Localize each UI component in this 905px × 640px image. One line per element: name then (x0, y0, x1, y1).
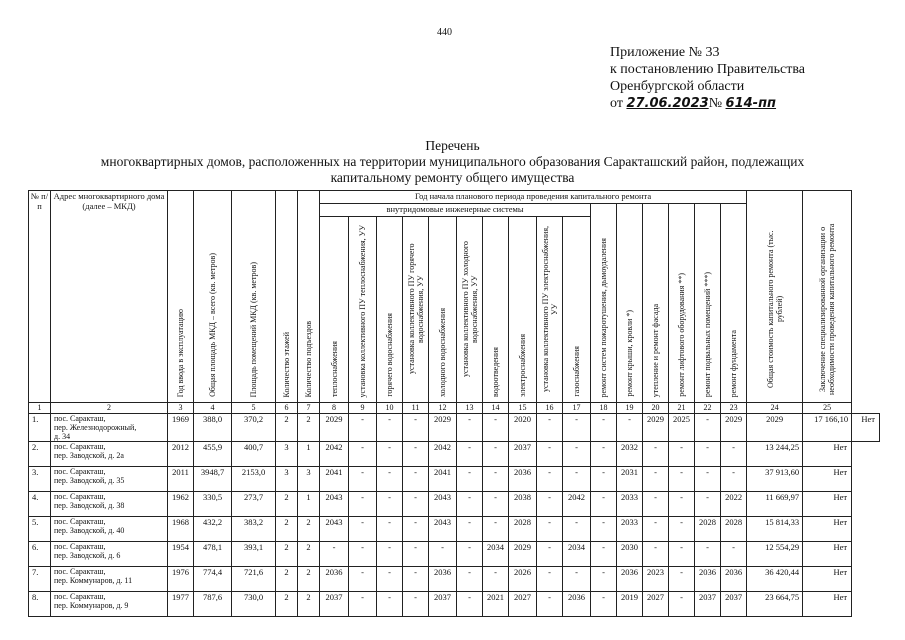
table-row (29, 542, 880, 567)
table-cell: 2029 (721, 414, 747, 442)
table-cell: 2025 (669, 414, 695, 442)
table-cell: 2 (298, 414, 320, 442)
table-cell: Нет (803, 542, 852, 567)
table-cell: 2028 (721, 517, 747, 542)
header-drainage: водоотведения (483, 217, 509, 403)
table-cell: - (721, 542, 747, 567)
table-cell: - (403, 467, 429, 492)
table-cell: 2037 (695, 592, 721, 617)
address-cell (51, 517, 168, 542)
table-cell: 2033 (617, 492, 643, 517)
table-cell: 13 244,25 (747, 442, 803, 467)
table-cell: 2036 (563, 592, 591, 617)
table-cell: - (643, 517, 669, 542)
table-cell: - (377, 442, 403, 467)
address-cell (51, 592, 168, 617)
table-cell: 2021 (483, 592, 509, 617)
table-cell: - (403, 567, 429, 592)
column-number: 11 (403, 403, 429, 414)
row-number: 3. (29, 467, 51, 492)
table-cell: - (457, 467, 483, 492)
table-cell: 3948,7 (194, 467, 232, 492)
address-line: пер. Заводской, д. 40 (54, 526, 125, 535)
table-cell: 2 (298, 567, 320, 592)
table-cell: - (537, 517, 563, 542)
table-cell: 2036 (509, 467, 537, 492)
table-cell: 2029 (643, 414, 669, 442)
table-cell: - (669, 492, 695, 517)
table-cell: - (377, 542, 403, 567)
table-cell: 2043 (429, 517, 457, 542)
table-cell: - (643, 442, 669, 467)
table-cell: 2 (276, 517, 298, 542)
table-cell: 2153,0 (232, 467, 276, 492)
row-number: 8. (29, 592, 51, 617)
row-number: 7. (29, 567, 51, 592)
table-cell: - (721, 442, 747, 467)
table-cell: - (669, 567, 695, 592)
address-cell (51, 567, 168, 592)
table-cell: 273,7 (232, 492, 276, 517)
header-premises-area: Площадь помещений МКД (кв. метров) (232, 191, 276, 403)
address-line: пер. Железнодорожный, (54, 423, 137, 432)
appendix-number: 614-пп (725, 96, 777, 111)
table-cell: 774,4 (194, 567, 232, 592)
row-number: 6. (29, 542, 51, 567)
table-cell: - (695, 442, 721, 467)
table-cell: 330,5 (194, 492, 232, 517)
title-line-1: Перечень (425, 138, 480, 153)
table-cell: - (403, 414, 429, 442)
document-title (0, 138, 905, 186)
table-cell: - (457, 414, 483, 442)
table-cell: 1 (298, 492, 320, 517)
table-cell: - (537, 442, 563, 467)
title-line-3: капитальному ремонту общего имущества (330, 170, 575, 185)
table-row (29, 442, 880, 467)
table-cell: - (457, 442, 483, 467)
table-cell: - (429, 542, 457, 567)
table-row (29, 517, 880, 542)
table-cell: 2042 (320, 442, 349, 467)
address-line: пос. Саракташ, (54, 414, 106, 423)
table-cell: - (591, 567, 617, 592)
header-engineering-group: внутридомовые инженерные системы (320, 204, 591, 217)
table-cell: - (563, 467, 591, 492)
header-electricity: электроснабжения (509, 217, 537, 403)
table-cell: - (457, 492, 483, 517)
address-line: пос. Саракташ, (54, 442, 106, 451)
row-number: 1. (29, 414, 51, 442)
table-cell: - (377, 414, 403, 442)
row-number: 5. (29, 517, 51, 542)
column-number: 20 (643, 403, 669, 414)
table-cell: 1 (298, 442, 320, 467)
title-line-2: многоквартирных домов, расположенных на территории муниципального образования Саракташский район, подлежащих (100, 154, 805, 169)
address-line: пос. Саракташ, (54, 592, 106, 601)
table-cell: 3 (298, 467, 320, 492)
table-cell: 2041 (429, 467, 457, 492)
table-cell: 393,1 (232, 542, 276, 567)
table-cell: 23 664,75 (747, 592, 803, 617)
table-cell: 2036 (721, 567, 747, 592)
table-cell: - (537, 467, 563, 492)
table-cell: - (457, 517, 483, 542)
header-electricity-meter: установка коллективного ПУ электроснабжения, УУ (537, 217, 563, 403)
table-cell: - (695, 542, 721, 567)
table-cell: 2029 (429, 414, 457, 442)
table-cell: - (591, 492, 617, 517)
table-cell: 15 814,33 (747, 517, 803, 542)
table-cell: - (669, 542, 695, 567)
table-cell: - (643, 542, 669, 567)
table-cell: 2028 (695, 517, 721, 542)
table-cell: - (617, 414, 643, 442)
table-cell: 2012 (168, 442, 194, 467)
table-cell: 2029 (747, 414, 803, 442)
table-cell: - (457, 542, 483, 567)
table-cell: - (695, 414, 721, 442)
header-cold-water-meter: установка коллективного ПУ холодного водоснабжения, УУ (457, 217, 483, 403)
appendix-date: 27.06.2023 (626, 96, 709, 111)
table-cell: 432,2 (194, 517, 232, 542)
address-line: пос. Саракташ, (54, 492, 106, 501)
table-cell: 12 554,29 (747, 542, 803, 567)
header-cold-water: холодного водоснабжения (429, 217, 457, 403)
table-cell: 2038 (509, 492, 537, 517)
table-cell: 2037 (721, 592, 747, 617)
table-cell: - (591, 542, 617, 567)
table-cell: 2036 (695, 567, 721, 592)
table-cell: 1954 (168, 542, 194, 567)
header-floors: Количество этажей (276, 191, 298, 403)
column-number: 14 (483, 403, 509, 414)
table-cell: - (591, 442, 617, 467)
address-line: пер. Заводской, д. 35 (54, 476, 125, 485)
table-cell: 2023 (643, 567, 669, 592)
table-cell: - (591, 414, 617, 442)
header-hot-water: горячего водоснабжения (377, 217, 403, 403)
table-cell: - (349, 467, 377, 492)
table-cell: 1969 (168, 414, 194, 442)
table-cell: - (403, 492, 429, 517)
column-number: 17 (563, 403, 591, 414)
address-cell (51, 442, 168, 467)
table-cell: 1962 (168, 492, 194, 517)
column-number: 6 (276, 403, 298, 414)
table-body (29, 403, 880, 617)
table-cell: 2034 (483, 542, 509, 567)
table-row (29, 467, 880, 492)
table-cell: 2041 (320, 467, 349, 492)
table-cell: - (563, 517, 591, 542)
header-gas: газоснабжения (563, 217, 591, 403)
table-cell: 1976 (168, 567, 194, 592)
table-cell: 455,9 (194, 442, 232, 467)
table-cell: 2 (298, 592, 320, 617)
table-cell: - (591, 517, 617, 542)
column-number: 15 (509, 403, 537, 414)
column-number: 25 (803, 403, 852, 414)
table-cell: - (320, 542, 349, 567)
table-cell: - (669, 517, 695, 542)
table-cell: 2036 (617, 567, 643, 592)
appendix-line-2: к постановлению Правительства (610, 62, 806, 77)
table-cell: - (695, 492, 721, 517)
table-cell: 2020 (509, 414, 537, 442)
table-cell: 2 (276, 542, 298, 567)
table-cell: 2043 (320, 492, 349, 517)
column-number-row (29, 403, 880, 414)
table-cell: 2 (276, 567, 298, 592)
header-elevator: ремонт лифтового оборудования **) (669, 204, 695, 403)
appendix-date-prefix: от (610, 96, 623, 111)
column-number: 23 (721, 403, 747, 414)
table-cell: 36 420,44 (747, 567, 803, 592)
table-cell: 2036 (320, 567, 349, 592)
table-cell: 2022 (721, 492, 747, 517)
table-cell: 2034 (563, 542, 591, 567)
table-cell: Нет (803, 442, 852, 467)
column-number: 7 (298, 403, 320, 414)
table-row (29, 414, 880, 442)
table-cell: - (483, 414, 509, 442)
table-cell: - (403, 542, 429, 567)
column-number: 10 (377, 403, 403, 414)
table-row (29, 592, 880, 617)
address-line: пер. Заводской, д. 6 (54, 551, 121, 560)
table-cell: 2 (276, 492, 298, 517)
address-line: пос. Саракташ, (54, 467, 106, 476)
table-cell: 11 669,97 (747, 492, 803, 517)
table-cell: 2027 (509, 592, 537, 617)
table-cell: - (377, 592, 403, 617)
header-heating-meter: установка коллективного ПУ теплоснабжения, УУ (349, 217, 377, 403)
table-cell: 2030 (617, 542, 643, 567)
table-cell: 478,1 (194, 542, 232, 567)
table-cell: 3 (276, 442, 298, 467)
table-cell: - (349, 517, 377, 542)
table-cell: 2 (298, 517, 320, 542)
header-conclusion: Заключение специализированной организации о необходимости проведения капитального ремонта (803, 191, 852, 403)
table-cell: Нет (803, 592, 852, 617)
column-number: 1 (29, 403, 51, 414)
column-number: 12 (429, 403, 457, 414)
table-cell: Нет (803, 467, 852, 492)
address-line: пос. Саракташ, (54, 567, 106, 576)
table-cell: 2042 (563, 492, 591, 517)
table-cell: - (563, 414, 591, 442)
column-number: 24 (747, 403, 803, 414)
table-cell: - (349, 542, 377, 567)
table-cell: 1968 (168, 517, 194, 542)
address-line: пер. Коммунаров, д. 9 (54, 601, 129, 610)
row-number: 2. (29, 442, 51, 467)
table-cell: 2 (276, 414, 298, 442)
table-cell: - (403, 442, 429, 467)
appendix-number-sign: № (708, 96, 723, 111)
column-number: 5 (232, 403, 276, 414)
address-cell (51, 492, 168, 517)
table-cell: - (349, 414, 377, 442)
table-cell: - (591, 467, 617, 492)
address-line: пос. Саракташ, (54, 542, 106, 551)
table-cell: - (483, 567, 509, 592)
table-cell: 2037 (320, 592, 349, 617)
row-number: 4. (29, 492, 51, 517)
table-cell: - (457, 567, 483, 592)
table-cell: - (591, 592, 617, 617)
table-cell: - (537, 592, 563, 617)
appendix-line-3: Оренбургской области (610, 79, 745, 94)
header-foundation: ремонт фундамента (721, 204, 747, 403)
header-year-commission: Год ввода в эксплуатацию (168, 191, 194, 403)
table-cell: 2027 (643, 592, 669, 617)
table-cell: 2029 (320, 414, 349, 442)
appendix-block (610, 44, 805, 112)
table-row (29, 567, 880, 592)
header-num: № п/п (29, 191, 51, 403)
table-cell: - (377, 517, 403, 542)
table-cell: 2026 (509, 567, 537, 592)
table-cell: 787,6 (194, 592, 232, 617)
table-row (29, 492, 880, 517)
table-cell: - (483, 442, 509, 467)
appendix-line-1: Приложение № 33 (610, 45, 720, 60)
table-cell: 730,0 (232, 592, 276, 617)
table-cell: 721,6 (232, 567, 276, 592)
table-cell: 17 166,10 (803, 414, 852, 442)
table-cell: 2029 (509, 542, 537, 567)
table-cell: 2 (298, 542, 320, 567)
table-cell: - (537, 567, 563, 592)
table-cell: 3 (276, 467, 298, 492)
header-planned-year-group: Год начала планового периода проведения капитального ремонта (320, 191, 747, 204)
column-number: 4 (194, 403, 232, 414)
table-cell: - (483, 492, 509, 517)
header-address: Адрес многоквартирного дома (далее – МКД) (51, 191, 168, 403)
table-cell: 388,0 (194, 414, 232, 442)
table-cell: 2042 (429, 442, 457, 467)
table-cell: 2011 (168, 467, 194, 492)
table-cell: - (537, 414, 563, 442)
registry-table (28, 190, 880, 617)
table-cell: 2043 (320, 517, 349, 542)
address-line: пер. Заводской, д. 38 (54, 501, 125, 510)
column-number: 3 (168, 403, 194, 414)
column-number: 2 (51, 403, 168, 414)
table-cell: - (721, 467, 747, 492)
table-cell: - (537, 542, 563, 567)
column-number: 9 (349, 403, 377, 414)
table-cell: 370,2 (232, 414, 276, 442)
header-entrances: Количество подъездов (298, 191, 320, 403)
table-cell: 2 (276, 592, 298, 617)
header-facade: утепление и ремонт фасада (643, 204, 669, 403)
header-fire-systems: ремонт систем пожаротушения, дымоудаления (591, 204, 617, 403)
table-cell: 400,7 (232, 442, 276, 467)
table-cell: - (563, 567, 591, 592)
appendix-date-line (610, 95, 805, 112)
table-cell: - (377, 567, 403, 592)
header-roof: ремонт крыши, кровли *) (617, 204, 643, 403)
table-cell: - (403, 517, 429, 542)
table-cell: - (563, 442, 591, 467)
table-cell: 2028 (509, 517, 537, 542)
table-cell: Нет (803, 517, 852, 542)
table-cell: - (457, 592, 483, 617)
table-cell: - (669, 467, 695, 492)
table-cell: Нет (852, 414, 880, 442)
table-cell: 2031 (617, 467, 643, 492)
address-line: пос. Саракташ, (54, 517, 106, 526)
header-basement: ремонт подвальных помещений ***) (695, 204, 721, 403)
table-cell: 2037 (509, 442, 537, 467)
table-cell: - (377, 492, 403, 517)
column-number: 13 (457, 403, 483, 414)
table-cell: 383,2 (232, 517, 276, 542)
header-total-cost: Общая стоимость капитального ремонта (тыс. рублей) (747, 191, 803, 403)
table-cell: - (349, 567, 377, 592)
column-number: 19 (617, 403, 643, 414)
table-cell: 2032 (617, 442, 643, 467)
table-cell: - (403, 592, 429, 617)
table-cell: - (483, 467, 509, 492)
table-cell: - (643, 467, 669, 492)
header-hot-water-meter: установка коллективного ПУ горячего водоснабжения, УУ (403, 217, 429, 403)
address-cell (51, 542, 168, 567)
address-cell (51, 467, 168, 492)
column-number: 22 (695, 403, 721, 414)
page-number: 440 (437, 27, 452, 38)
column-number: 18 (591, 403, 617, 414)
header-heating: теплоснабжения (320, 217, 349, 403)
table-cell: - (643, 492, 669, 517)
table-cell: Нет (803, 492, 852, 517)
header-row-1 (29, 191, 880, 204)
table-cell: - (377, 467, 403, 492)
address-line: пер. Заводской, д. 2а (54, 451, 124, 460)
table-cell: 2019 (617, 592, 643, 617)
address-line: д. 34 (54, 432, 71, 441)
table-cell: - (695, 467, 721, 492)
table-cell: 2036 (429, 567, 457, 592)
table-cell: 2033 (617, 517, 643, 542)
column-number: 21 (669, 403, 695, 414)
table-cell: - (349, 492, 377, 517)
table-cell: 1977 (168, 592, 194, 617)
table-cell: - (669, 592, 695, 617)
table-cell: 2037 (429, 592, 457, 617)
address-cell (51, 414, 168, 442)
column-number: 16 (537, 403, 563, 414)
address-line: пер. Коммунаров, д. 11 (54, 576, 133, 585)
table-cell: - (483, 517, 509, 542)
table-cell: 37 913,60 (747, 467, 803, 492)
table-cell: - (349, 592, 377, 617)
column-number: 8 (320, 403, 349, 414)
table-cell: 2043 (429, 492, 457, 517)
table-cell: - (537, 492, 563, 517)
table-cell: - (669, 442, 695, 467)
table-cell: - (349, 442, 377, 467)
header-total-area: Общая площадь МКД – всего (кв. метров) (194, 191, 232, 403)
table-cell: Нет (803, 567, 852, 592)
